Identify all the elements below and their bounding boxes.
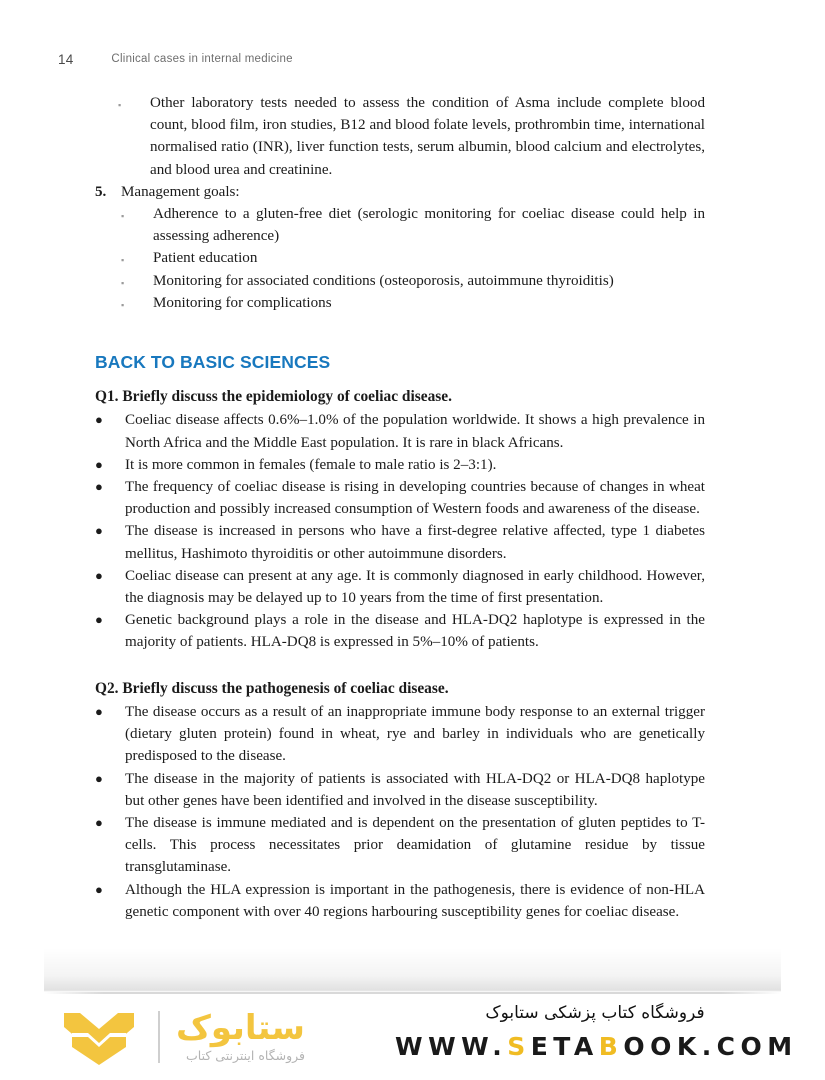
list-item bbox=[121, 247, 705, 269]
url-letter-s: S bbox=[507, 1031, 531, 1061]
url-letter-b: B bbox=[598, 1031, 624, 1061]
bullet-marker: ● bbox=[95, 815, 103, 830]
section-spacer bbox=[95, 654, 705, 678]
list-item bbox=[121, 203, 705, 247]
footer-tagline-fa: فروشگاه کتاب پزشکی ستابوک bbox=[485, 1003, 705, 1023]
list-item bbox=[95, 812, 705, 879]
list-item-text: Coeliac disease affects 0.6%–1.0% of the population worldwide. It shows a high prevalence in North Africa and the Middle East population. It is rare in black Africans. bbox=[125, 412, 705, 451]
bullet-marker: ● bbox=[95, 567, 103, 583]
question-block-q2 bbox=[95, 678, 705, 923]
bullet-marker: ● bbox=[95, 881, 103, 897]
list-item bbox=[121, 270, 705, 292]
list-item-text: Genetic background plays a role in the disease and HLA-DQ2 haplotype is expressed in the majority of patients. HLA-DQ8 is expressed in 5%–10% of patients. bbox=[125, 612, 705, 651]
running-head bbox=[0, 48, 825, 70]
list-item bbox=[121, 292, 705, 314]
list-item-text: The disease is increased in persons who have a first-degree relative affected, type 1 diabetes mellitus, Hashimoto thyroiditis or other autoimmune disorders. bbox=[125, 523, 705, 562]
list-item-text: The frequency of coeliac disease is rising in developing countries because of changes in wheat production and possibly increased consumption of Western foods and awareness of the disease. bbox=[125, 479, 705, 518]
section-heading: BACK TO BASIC SCIENCES bbox=[95, 351, 331, 372]
url-prefix: WWW. bbox=[395, 1031, 508, 1061]
bullet-marker: ● bbox=[95, 770, 103, 786]
list-item-text: The disease in the majority of patients is associated with HLA-DQ2 or HLA-DQ8 haplotype but other genes have been identified and involved in the disease susceptibility. bbox=[125, 770, 705, 809]
setabook-logo[interactable] bbox=[58, 1000, 388, 1074]
list-item bbox=[95, 701, 705, 768]
list-item bbox=[95, 768, 705, 812]
bullet-marker: ● bbox=[95, 412, 103, 428]
chevron-logo-icon bbox=[58, 1007, 140, 1067]
list-item-text: The disease is immune mediated and is dependent on the presentation of gluten peptides to T-cells. This process necessitates prior deamidation of glutamine residue by tissue transglutaminase. bbox=[125, 815, 705, 876]
list-item bbox=[95, 565, 705, 609]
list-item-text: Adherence to a gluten-free diet (serologic monitoring for coeliac disease could help in assessing adherence) bbox=[153, 205, 705, 245]
bullet-marker: ▪ bbox=[121, 299, 125, 310]
url-suffix: OOK.COM bbox=[623, 1031, 798, 1061]
page-number: 14 bbox=[58, 51, 74, 67]
question-heading: Q1. Briefly discuss the epidemiology of coeliac disease. bbox=[95, 387, 452, 405]
bullet-marker: ▪ bbox=[118, 100, 122, 110]
bullet-marker: ● bbox=[95, 456, 103, 472]
list-item-text: It is more common in females (female to male ratio is 2–3:1). bbox=[125, 456, 497, 473]
body-column bbox=[95, 92, 705, 923]
bullet-marker: ● bbox=[95, 704, 103, 720]
list-item-text: The disease occurs as a result of an inappropriate immune body response to an external trigger (dietary gluten protein) found in wheat, rye and barley in individuals who are genetically predisposed to the disease. bbox=[125, 704, 705, 765]
footer-watermark bbox=[0, 994, 825, 1080]
list-item-text: Although the HLA expression is important in the pathogenesis, there is evidence of non-HLA genetic component with over 40 regions harbouring susceptibility genes for coeliac disease. bbox=[125, 881, 705, 920]
list-item bbox=[95, 609, 705, 653]
bullet-marker: ● bbox=[95, 523, 103, 539]
bullet-marker: ▪ bbox=[121, 210, 125, 221]
list-item bbox=[95, 476, 705, 520]
bullet-marker: ● bbox=[95, 612, 103, 628]
numbered-list-item bbox=[95, 181, 705, 203]
list-item bbox=[95, 409, 705, 453]
footer-site-info bbox=[395, 1002, 798, 1061]
list-item-text: Coeliac disease can present at any age. It is commonly diagnosed in early childhood. However, the diagnosis may be delayed up to 10 years from the time of first presentation. bbox=[125, 567, 705, 606]
logo-divider bbox=[158, 1011, 160, 1063]
list-item bbox=[95, 520, 705, 564]
list-item bbox=[95, 879, 705, 923]
list-item bbox=[95, 454, 705, 476]
list-number: 5. bbox=[95, 183, 107, 200]
logo-word-sub: فروشگاه اینترنتی کتاب bbox=[186, 1048, 305, 1064]
question-heading: Q2. Briefly discuss the pathogenesis of coeliac disease. bbox=[95, 679, 449, 697]
question-block-q1 bbox=[95, 386, 705, 654]
url-letters-eta: ETA bbox=[530, 1031, 599, 1061]
bullet-marker: ● bbox=[95, 479, 103, 494]
page-bottom-shadow bbox=[44, 948, 781, 992]
nested-sub-list bbox=[121, 203, 705, 314]
logo-word-main: ستابوک bbox=[176, 1008, 305, 1049]
bullet-marker: ▪ bbox=[121, 255, 125, 266]
list-item-text: Other laboratory tests needed to assess the condition of Asma include complete blood count, blood film, iron studies, B12 and blood folate levels, prothrombin time, international normalised ratio (INR), liver function tests, serum albumin, blood calcium and electrolytes, and blood urea and creatinine. bbox=[150, 95, 705, 178]
footer-url[interactable] bbox=[395, 1031, 798, 1061]
logo-wordmark bbox=[176, 1008, 305, 1064]
list-item-text: Patient education bbox=[153, 250, 258, 267]
bullet-marker: ▪ bbox=[121, 277, 125, 288]
numbered-item-title: Management goals: bbox=[121, 183, 240, 200]
list-item bbox=[118, 92, 705, 181]
list-item-text: Monitoring for complications bbox=[153, 294, 332, 311]
running-head-title: Clinical cases in internal medicine bbox=[111, 53, 293, 65]
list-item-text: Monitoring for associated conditions (osteoporosis, autoimmune thyroiditis) bbox=[153, 272, 614, 289]
